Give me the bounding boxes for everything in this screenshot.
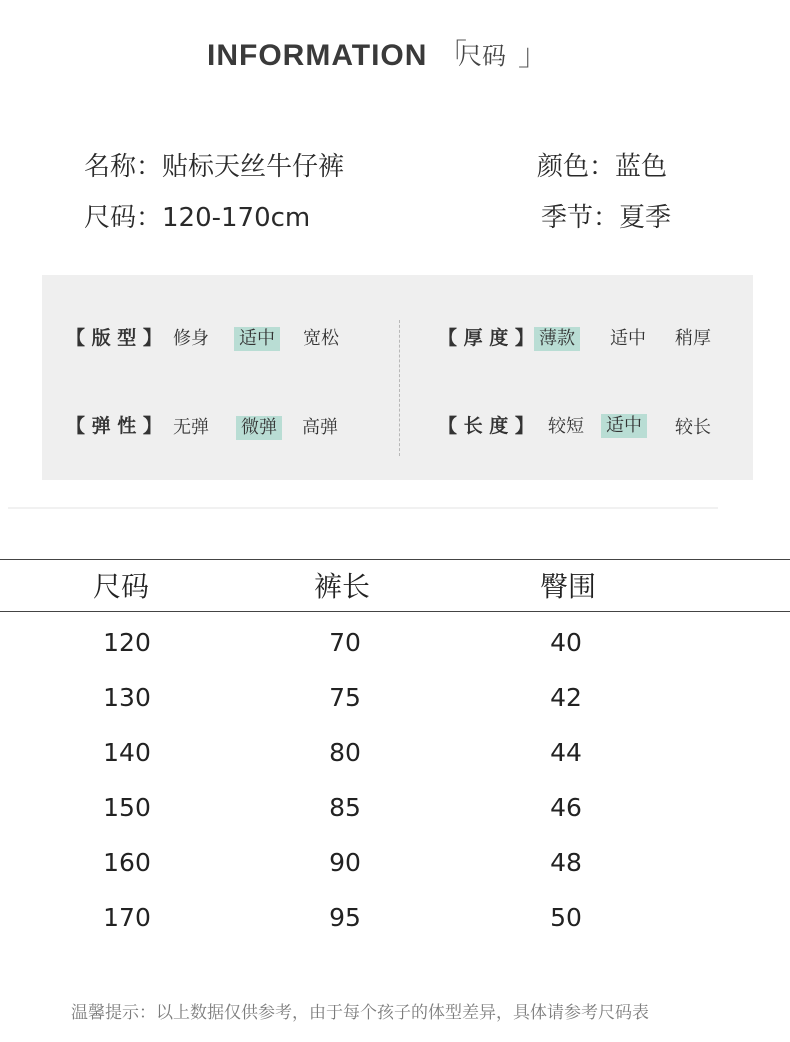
table-cell-length: 80 (329, 738, 361, 767)
table-cell-hip: 46 (550, 793, 582, 822)
table-cell-hip: 48 (550, 848, 582, 877)
table-cell-size: 120 (103, 628, 151, 657)
table-cell-size: 170 (103, 903, 151, 932)
attribute-panel (42, 275, 753, 480)
table-cell-length: 90 (329, 848, 361, 877)
elasticity-label: 【 弹 性 】 (66, 415, 162, 437)
table-header-hip: 臀围 (539, 570, 596, 603)
product-color: 颜色：蓝色 (537, 152, 668, 182)
thickness-option: 薄款 (534, 327, 580, 351)
fit-option: 适中 (234, 327, 280, 351)
table-cell-size: 140 (103, 738, 151, 767)
length-option: 较长 (675, 417, 711, 438)
section-header (0, 36, 790, 80)
table-cell-length: 95 (329, 903, 361, 932)
table-top-rule (0, 559, 790, 560)
header-bracket-left: 「 (437, 38, 467, 73)
thickness-label: 【 厚 度 】 (438, 327, 534, 349)
length-label: 【 长 度 】 (438, 415, 534, 437)
product-size-range: 尺码：120-170cm (84, 203, 311, 233)
table-cell-length: 75 (329, 683, 361, 712)
length-option: 适中 (601, 414, 647, 438)
table-header-size: 尺码 (92, 570, 149, 603)
header-title: INFORMATION (207, 39, 428, 72)
thickness-option: 适中 (610, 328, 646, 349)
table-cell-hip: 50 (550, 903, 582, 932)
fit-option: 宽松 (303, 328, 339, 349)
table-cell-size: 150 (103, 793, 151, 822)
length-option: 较短 (548, 416, 584, 437)
table-cell-hip: 44 (550, 738, 582, 767)
header-bracket-right: 」 (518, 38, 548, 73)
header-subtitle: 尺码 (458, 42, 506, 70)
product-season: 季节：夏季 (541, 203, 672, 233)
table-header-rule (0, 611, 790, 612)
table-header-length: 裤长 (313, 570, 370, 603)
table-cell-length: 85 (329, 793, 361, 822)
table-cell-hip: 42 (550, 683, 582, 712)
table-cell-size: 130 (103, 683, 151, 712)
table-cell-size: 160 (103, 848, 151, 877)
product-name: 名称：贴标天丝牛仔裤 (84, 152, 345, 182)
thickness-option: 稍厚 (675, 328, 711, 349)
table-cell-length: 70 (329, 628, 361, 657)
elasticity-option: 高弹 (302, 417, 338, 438)
footnote: 温馨提示：以上数据仅供参考，由于每个孩子的体型差异，具体请参考尺码表 (71, 1003, 649, 1023)
fit-label: 【 版 型 】 (66, 327, 162, 349)
table-cell-hip: 40 (550, 628, 582, 657)
fit-option: 修身 (173, 328, 209, 349)
section-divider (8, 507, 718, 509)
elasticity-option: 无弹 (173, 417, 209, 438)
panel-divider (399, 320, 400, 456)
elasticity-option: 微弹 (236, 416, 282, 440)
